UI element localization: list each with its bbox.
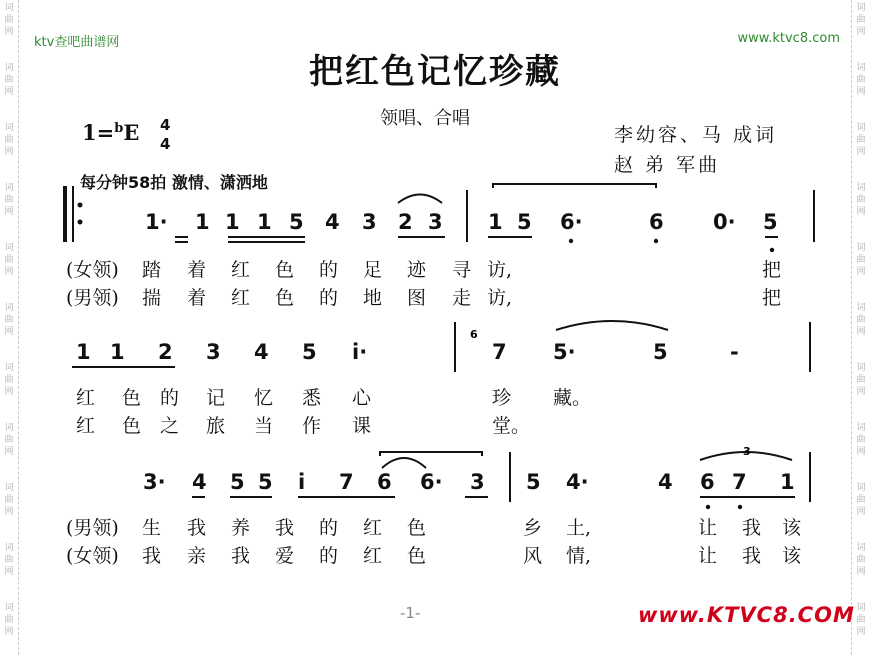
note: 3 xyxy=(470,470,485,494)
watermark-glyph: 网 xyxy=(4,507,14,517)
note: 4 xyxy=(325,210,340,234)
lyric-syllable: (女领) xyxy=(66,259,119,281)
watermark-glyph: 网 xyxy=(4,267,14,277)
note: i xyxy=(298,470,306,494)
lyric-syllable: 红 xyxy=(76,415,96,437)
lyric-syllable: 着 xyxy=(187,287,207,309)
note: 6 xyxy=(700,470,715,494)
grace-note: 6 xyxy=(470,328,478,341)
watermark-glyph: 词 xyxy=(4,543,14,553)
lyric-syllable: 红 xyxy=(363,517,383,539)
lyric-syllable: 色 xyxy=(275,287,295,309)
watermark-glyph: 网 xyxy=(856,627,866,637)
lyric-syllable: 乡 xyxy=(523,517,543,539)
lyric-syllable: 的 xyxy=(319,259,339,281)
lyric-syllable: 图 xyxy=(407,287,427,309)
watermark-glyph: 网 xyxy=(856,387,866,397)
lyric-syllable: 把 xyxy=(762,287,782,309)
time-signature-bottom: 4 xyxy=(160,135,171,153)
lyric-syllable: 红 xyxy=(76,387,96,409)
lyric-syllable: 地 xyxy=(363,287,383,309)
watermark-glyph: 网 xyxy=(856,27,866,37)
watermark-glyph: 曲 xyxy=(856,495,866,505)
watermark-glyph: 曲 xyxy=(4,615,14,625)
watermark-glyph: 网 xyxy=(4,387,14,397)
note: - xyxy=(730,340,739,364)
watermark-glyph: 曲 xyxy=(4,495,14,505)
tie xyxy=(556,321,668,330)
watermark-glyph: 词 xyxy=(4,483,14,493)
note: 3 xyxy=(362,210,377,234)
site-url-right: www.ktvc8.com xyxy=(737,31,840,46)
watermark-glyph: 词 xyxy=(856,123,866,133)
watermark-glyph: 网 xyxy=(4,207,14,217)
lyric-syllable: 堂。 xyxy=(492,415,531,437)
watermark-glyph: 词 xyxy=(856,603,866,613)
note: 5 xyxy=(526,470,541,494)
lyric-syllable: 忆 xyxy=(254,387,274,409)
lyric-syllable: (女领) xyxy=(66,545,119,567)
octave-dot xyxy=(654,239,658,243)
watermark-glyph: 曲 xyxy=(4,375,14,385)
note: 0· xyxy=(713,210,736,234)
watermark-glyph: 曲 xyxy=(856,375,866,385)
lyric-syllable: 的 xyxy=(319,517,339,539)
note: 1 xyxy=(780,470,795,494)
lyric-syllable: 当 xyxy=(254,415,274,437)
watermark-glyph: 网 xyxy=(4,447,14,457)
octave-dot xyxy=(770,248,774,252)
note: 1 xyxy=(257,210,272,234)
watermark-glyph: 曲 xyxy=(856,315,866,325)
lyric-syllable: 着 xyxy=(187,259,207,281)
watermark-glyph: 词 xyxy=(4,423,14,433)
note: 1 xyxy=(488,210,503,234)
watermark-glyph: 曲 xyxy=(856,255,866,265)
watermark-glyph: 网 xyxy=(856,507,866,517)
watermark-glyph: 词 xyxy=(4,183,14,193)
watermark-glyph: 词 xyxy=(4,303,14,313)
lyric-syllable: 该 xyxy=(782,545,802,567)
watermark-glyph: 网 xyxy=(4,87,14,97)
lyric-syllable: 的 xyxy=(319,545,339,567)
note: 5 xyxy=(230,470,245,494)
watermark-glyph: 曲 xyxy=(4,195,14,205)
lyric-syllable: 作 xyxy=(302,415,322,437)
watermark-glyph: 曲 xyxy=(856,615,866,625)
note: i· xyxy=(352,340,368,364)
lyric-syllable: 课 xyxy=(352,415,372,437)
watermark-glyph: 网 xyxy=(4,147,14,157)
lyric-syllable: 踏 xyxy=(142,259,162,281)
slur xyxy=(382,458,426,468)
watermark-glyph: 曲 xyxy=(4,315,14,325)
lyric-syllable: 生 xyxy=(142,517,162,539)
watermark-glyph: 网 xyxy=(4,627,14,637)
watermark-glyph: 词 xyxy=(856,423,866,433)
lyric-syllable: 的 xyxy=(160,387,180,409)
lyric-syllable: 访, xyxy=(487,287,513,309)
site-name-left: ktv查吧曲谱网 xyxy=(34,35,120,50)
slur xyxy=(398,195,442,204)
watermark-glyph: 词 xyxy=(856,363,866,373)
note: 5 xyxy=(517,210,532,234)
watermark-glyph: 词 xyxy=(856,63,866,73)
note: 3 xyxy=(428,210,443,234)
lyric-syllable: 珍 xyxy=(492,387,512,409)
watermark-glyph: 网 xyxy=(856,567,866,577)
lyric-syllable: 我 xyxy=(187,517,207,539)
lyricist-credit: 李幼容、马 成词 xyxy=(614,124,778,146)
watermark-glyph: 词 xyxy=(856,3,866,13)
lyric-syllable: 的 xyxy=(319,287,339,309)
lyric-syllable: 揣 xyxy=(142,287,162,309)
note: 5 xyxy=(653,340,668,364)
watermark-glyph: 网 xyxy=(856,267,866,277)
lyric-syllable: 我 xyxy=(742,545,762,567)
composer-credit: 赵 弟 军曲 xyxy=(614,154,721,176)
lyric-syllable: 足 xyxy=(363,259,383,281)
watermark-glyph: 词 xyxy=(4,3,14,13)
note: 4 xyxy=(192,470,207,494)
watermark-glyph: 曲 xyxy=(4,75,14,85)
repeat-dot xyxy=(78,203,83,208)
song-subtitle: 领唱、合唱 xyxy=(380,108,470,129)
note: 5· xyxy=(553,340,576,364)
lyric-syllable: 记 xyxy=(206,387,226,409)
note: 5 xyxy=(289,210,304,234)
lyric-syllable: 风 xyxy=(523,545,543,567)
page-number: -1- xyxy=(400,604,421,622)
note: 3 xyxy=(206,340,221,364)
flat-sign: b xyxy=(114,121,124,136)
watermark-glyph: 网 xyxy=(4,327,14,337)
watermark-glyph: 曲 xyxy=(4,255,14,265)
note: 2 xyxy=(158,340,173,364)
note: 6 xyxy=(649,210,664,234)
lyric-syllable: 我 xyxy=(275,517,295,539)
watermark-glyph: 词 xyxy=(4,243,14,253)
octave-dot xyxy=(738,505,742,509)
lyric-syllable: 访, xyxy=(487,259,513,281)
watermark-glyph: 词 xyxy=(4,63,14,73)
lyric-syllable: 迹 xyxy=(407,259,427,281)
note: 7 xyxy=(492,340,507,364)
time-signature-top: 4 xyxy=(160,116,171,134)
lyric-syllable: 藏。 xyxy=(553,387,592,409)
note: 5 xyxy=(763,210,778,234)
note: 4 xyxy=(658,470,673,494)
lyric-syllable: 色 xyxy=(407,517,427,539)
watermark-glyph: 词 xyxy=(856,483,866,493)
watermark-glyph: 网 xyxy=(856,327,866,337)
lyric-syllable: 寻 xyxy=(452,259,472,281)
watermark-glyph: 词 xyxy=(4,603,14,613)
song-title: 把红色记忆珍藏 xyxy=(309,52,561,92)
note: 1 xyxy=(110,340,125,364)
lyric-syllable: 养 xyxy=(231,517,251,539)
watermark-glyph: 词 xyxy=(856,303,866,313)
lyric-syllable: 色 xyxy=(122,387,142,409)
lyric-syllable: 之 xyxy=(160,415,180,437)
lyric-syllable: 走 xyxy=(452,287,472,309)
watermark-glyph: 曲 xyxy=(4,555,14,565)
watermark-glyph: 网 xyxy=(856,147,866,157)
lyric-syllable: 情, xyxy=(566,545,592,567)
note: 1 xyxy=(76,340,91,364)
watermark-glyph: 词 xyxy=(4,363,14,373)
note: 5 xyxy=(258,470,273,494)
key-prefix: 1= xyxy=(82,120,115,145)
lyric-syllable: 旅 xyxy=(206,415,226,437)
note: 6 xyxy=(377,470,392,494)
lyric-syllable: 爱 xyxy=(275,545,295,567)
watermark-glyph: 网 xyxy=(4,27,14,37)
watermark-glyph: 曲 xyxy=(4,15,14,25)
watermark-glyph: 网 xyxy=(4,567,14,577)
watermark-glyph: 曲 xyxy=(856,435,866,445)
watermark-glyph: 曲 xyxy=(856,195,866,205)
watermark-glyph: 曲 xyxy=(4,435,14,445)
lyric-syllable: (男领) xyxy=(66,287,119,309)
watermark-glyph: 词 xyxy=(4,123,14,133)
lyric-syllable: 悉 xyxy=(302,387,322,409)
watermark-glyph: 网 xyxy=(856,447,866,457)
note: 1 xyxy=(195,210,210,234)
watermark-glyph: 曲 xyxy=(4,135,14,145)
note: 6· xyxy=(560,210,583,234)
lyric-syllable: 我 xyxy=(142,545,162,567)
watermark-glyph: 网 xyxy=(856,87,866,97)
note: 7 xyxy=(732,470,747,494)
note: 1 xyxy=(225,210,240,234)
lyric-syllable: 让 xyxy=(698,517,718,539)
lyric-syllable: (男领) xyxy=(66,517,119,539)
octave-dot xyxy=(569,239,573,243)
repeat-dot xyxy=(78,220,83,225)
lyric-syllable: 我 xyxy=(742,517,762,539)
note: 1· xyxy=(145,210,168,234)
lyric-syllable: 该 xyxy=(782,517,802,539)
note: 2 xyxy=(398,210,413,234)
key-note: E xyxy=(123,120,140,145)
watermark-glyph: 词 xyxy=(856,183,866,193)
note: 4 xyxy=(254,340,269,364)
lyric-syllable: 我 xyxy=(231,545,251,567)
triplet-number: 3 xyxy=(743,445,751,458)
lyric-syllable: 红 xyxy=(231,259,251,281)
tie-bracket xyxy=(380,452,482,456)
lyric-syllable: 把 xyxy=(762,259,782,281)
note: 4· xyxy=(566,470,589,494)
site-logo: www.KTVC8.COM xyxy=(638,603,855,627)
lyric-syllable: 红 xyxy=(231,287,251,309)
note: 3· xyxy=(143,470,166,494)
tie-bracket xyxy=(493,184,656,188)
lyric-syllable: 色 xyxy=(275,259,295,281)
lyric-syllable: 土, xyxy=(566,517,592,539)
note: 6· xyxy=(420,470,443,494)
lyric-syllable: 色 xyxy=(407,545,427,567)
lyric-syllable: 心 xyxy=(352,387,372,409)
lyric-syllable: 色 xyxy=(122,415,142,437)
watermark-glyph: 词 xyxy=(856,543,866,553)
note: 5 xyxy=(302,340,317,364)
watermark-glyph: 曲 xyxy=(856,75,866,85)
watermark-glyph: 词 xyxy=(856,243,866,253)
octave-dot xyxy=(706,505,710,509)
lyric-syllable: 让 xyxy=(698,545,718,567)
tempo-marking: 每分钟58拍 激情、潇洒地 xyxy=(80,173,268,192)
watermark-glyph: 网 xyxy=(856,207,866,217)
watermark-glyph: 曲 xyxy=(856,555,866,565)
watermark-glyph: 曲 xyxy=(856,135,866,145)
note: 7 xyxy=(339,470,354,494)
lyric-syllable: 红 xyxy=(363,545,383,567)
lyric-syllable: 亲 xyxy=(187,545,207,567)
watermark-glyph: 曲 xyxy=(856,15,866,25)
